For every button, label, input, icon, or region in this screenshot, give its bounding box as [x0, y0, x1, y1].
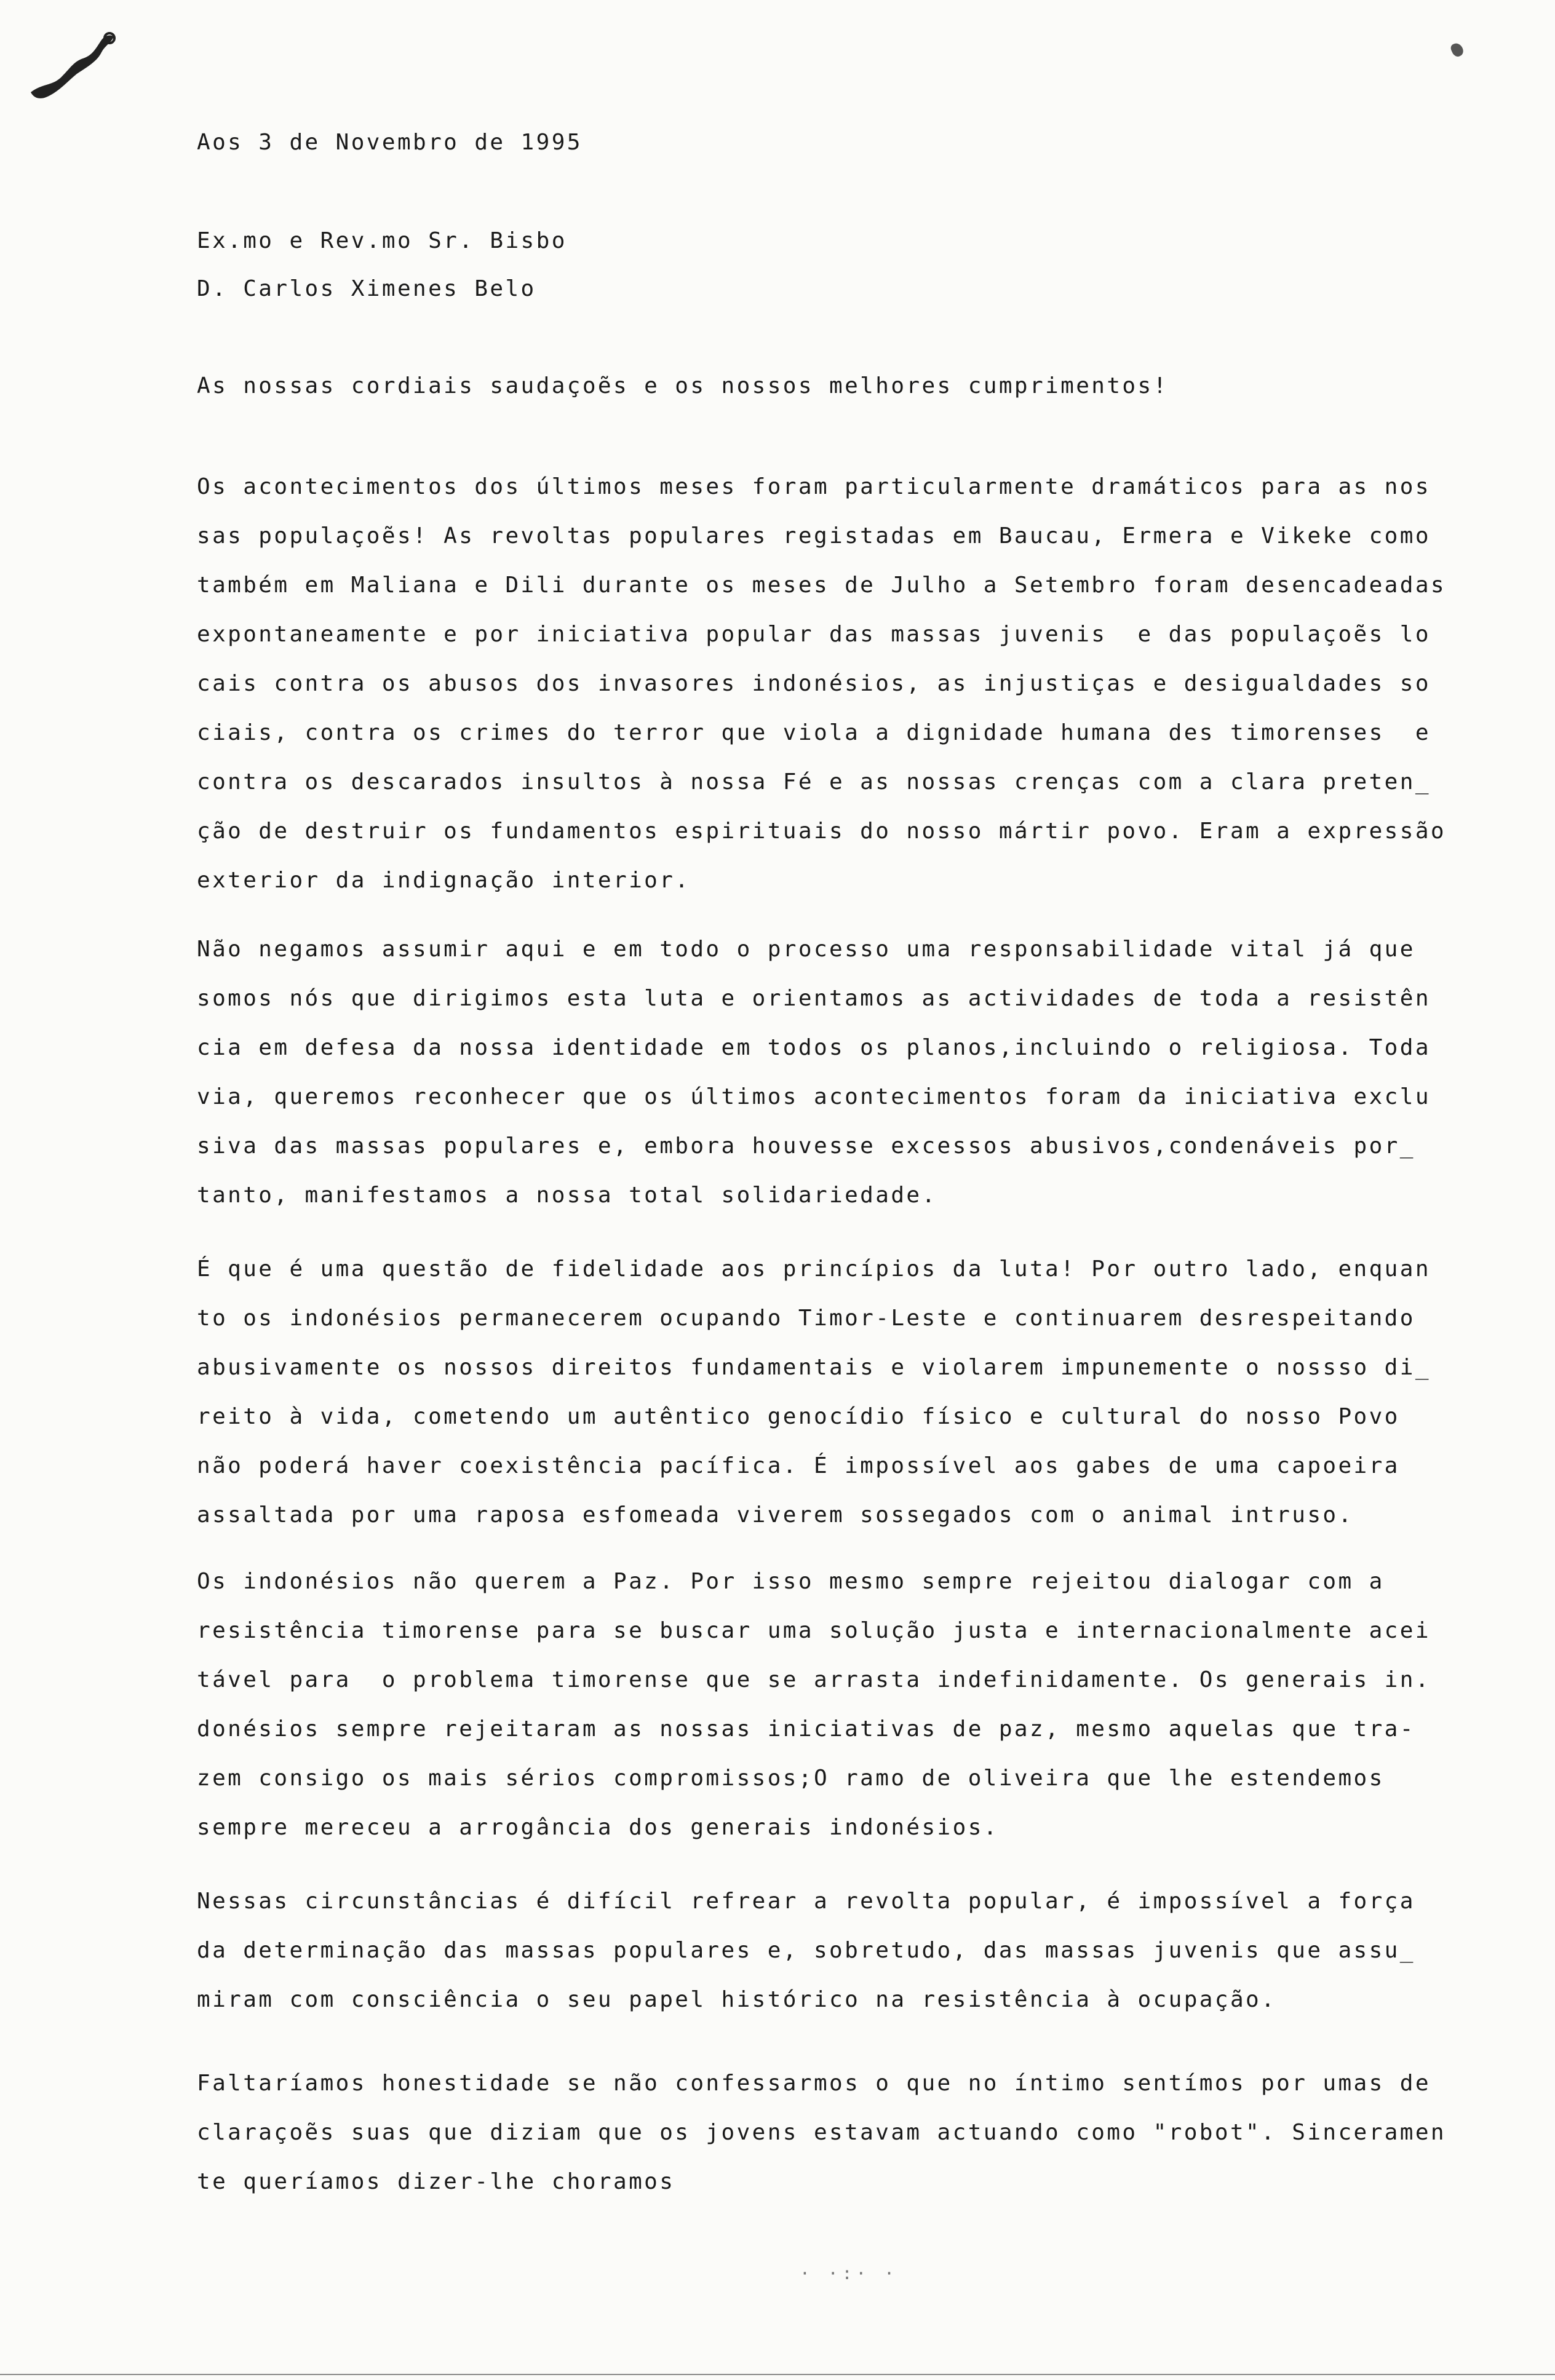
body-line: Não negamos assumir aqui e em todo o processo uma responsabilidade vital já que [197, 937, 1415, 962]
corner-speck [1449, 41, 1465, 58]
body-line: tanto, manifestamos a nossa total solidariedade. [197, 1183, 937, 1208]
letter-date: Aos 3 de Novembro de 1995 [197, 130, 583, 155]
body-line: reito à vida, cometendo um autêntico genocídio físico e cultural do nosso Povo [197, 1404, 1400, 1429]
body-line: abusivamente os nossos direitos fundamentais e violarem impunemente o nossso di_ [197, 1355, 1431, 1380]
body-line: sas populaçoẽs! As revoltas populares registadas em Baucau, Ermera e Vikeke como [197, 523, 1431, 549]
body-line: ção de destruir os fundamentos espirituais do nosso mártir povo. Eram a expressão [197, 819, 1446, 844]
body-line: somos nós que dirigimos esta luta e orientamos as actividades de toda a resistên [197, 986, 1431, 1011]
greeting: As nossas cordiais saudaçoẽs e os nossos melhores cumprimentos! [197, 373, 1169, 399]
body-line: Faltaríamos honestidade se não confessarmos o que no íntimo sentímos por umas de [197, 2071, 1431, 2096]
body-line: claraçoẽs suas que diziam que os jovens estavam actuando como "robot". Sinceramen [197, 2120, 1446, 2145]
body-line: cais contra os abusos dos invasores indonésios, as injustiças e desigualdades so [197, 671, 1431, 696]
addressee-line-1: Ex.mo e Rev.mo Sr. Bisbo [197, 228, 567, 253]
body-line: resistência timorense para se buscar uma solução justa e internacionalmente acei [197, 1618, 1431, 1643]
body-line: Os acontecimentos dos últimos meses foram particularmente dramáticos para as nos [197, 474, 1431, 499]
body-line: assaltada por uma raposa esfomeada viverem sossegados com o animal intruso. [197, 1502, 1354, 1528]
body-line: miram com consciência o seu papel histórico na resistência à ocupação. [197, 1987, 1277, 2012]
body-line: siva das massas populares e, embora houvesse excessos abusivos,condenáveis por_ [197, 1133, 1415, 1159]
body-line: tável para o problema timorense que se arrasta indefinidamente. Os generais in. [197, 1667, 1431, 1692]
ink-blot-icon [25, 25, 117, 105]
body-line: ciais, contra os crimes do terror que viola a dignidade humana des timorenses e [197, 720, 1431, 745]
page-edge [0, 2374, 1555, 2375]
body-line: expontaneamente e por iniciativa popular das massas juvenis e das populaçoẽs lo [197, 622, 1431, 647]
addressee-line-2: D. Carlos Ximenes Belo [197, 276, 536, 301]
body-line: via, queremos reconhecer que os últimos acontecimentos foram da iniciativa exclu [197, 1084, 1431, 1109]
body-line: Os indonésios não querem a Paz. Por isso mesmo sempre rejeitou dialogar com a [197, 1569, 1385, 1594]
body-line: Nessas circunstâncias é difícil refrear a revolta popular, é impossível a força [197, 1889, 1415, 1914]
body-line: zem consigo os mais sérios compromissos;O ramo de oliveira que lhe estendemos [197, 1766, 1385, 1791]
body-line: te queríamos dizer-lhe choramos [197, 2169, 675, 2194]
body-line: da determinação das massas populares e, sobretudo, das massas juvenis que assu_ [197, 1938, 1415, 1963]
body-line: contra os descarados insultos à nossa Fé e as nossas crenças com a clara preten_ [197, 769, 1431, 795]
body-line: cia em defesa da nossa identidade em todos os planos,incluindo o religiosa. Toda [197, 1035, 1431, 1060]
body-line: não poderá haver coexistência pacífica. É impossível aos gabes de uma capoeira [197, 1453, 1400, 1478]
body-line: to os indonésios permanecerem ocupando Timor-Leste e continuarem desrespeitando [197, 1306, 1415, 1331]
body-line: É que é uma questão de fidelidade aos princípios da luta! Por outro lado, enquan [197, 1256, 1431, 1282]
body-line: também em Maliana e Dili durante os meses de Julho a Setembro foram desencadeadas [197, 573, 1446, 598]
body-line: exterior da indignação interior. [197, 868, 691, 893]
body-line: sempre mereceu a arrogância dos generais indonésios. [197, 1815, 999, 1840]
page-smudge: · ·:· · [800, 2263, 899, 2283]
body-line: donésios sempre rejeitaram as nossas iniciativas de paz, mesmo aquelas que tra- [197, 1716, 1415, 1742]
